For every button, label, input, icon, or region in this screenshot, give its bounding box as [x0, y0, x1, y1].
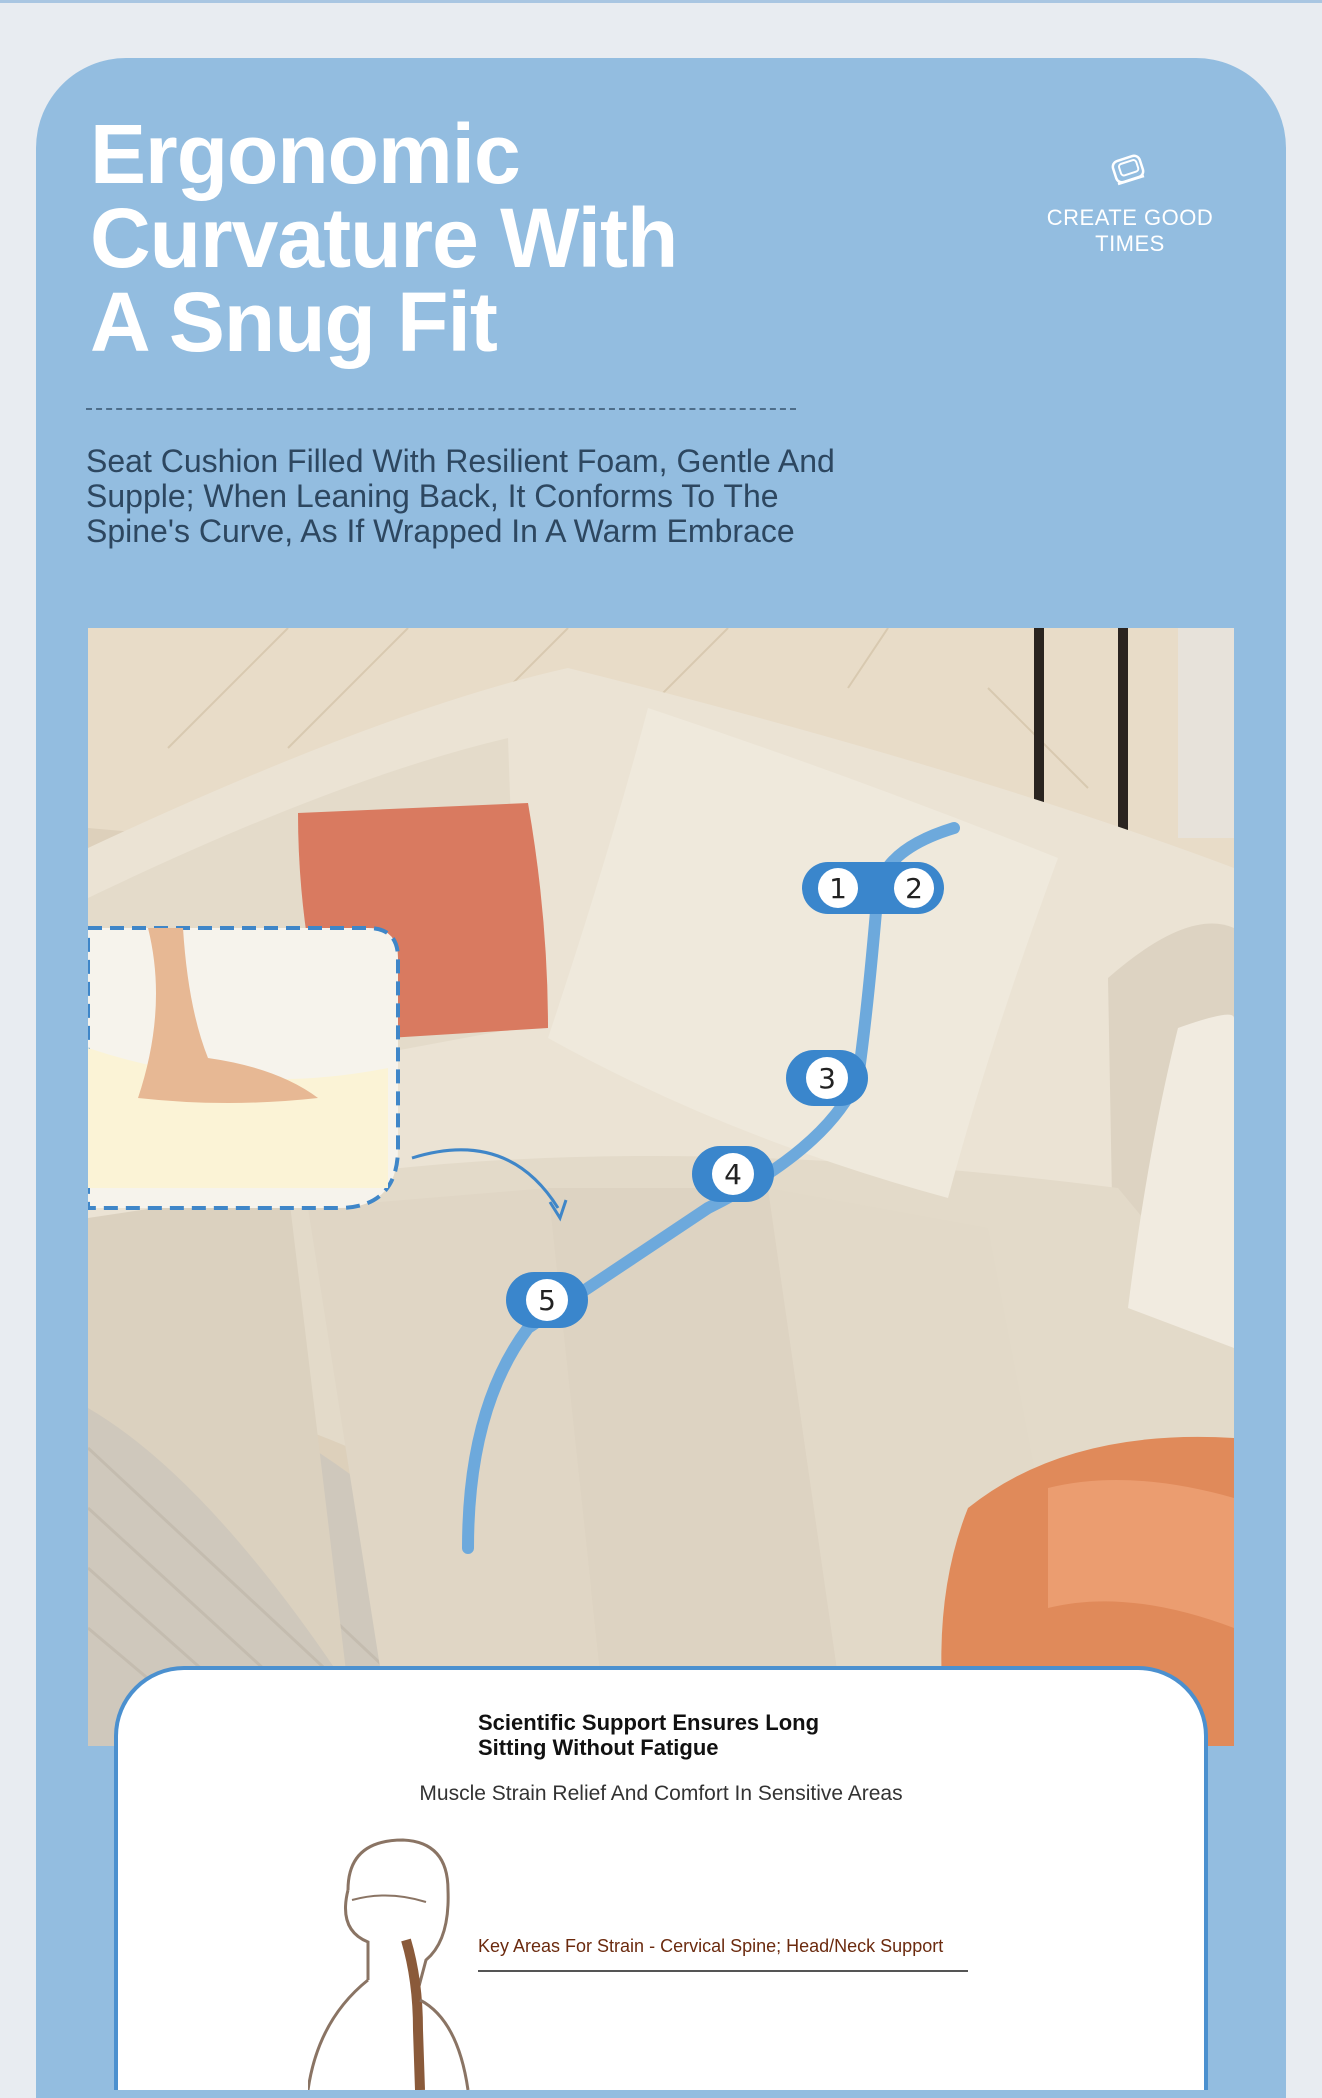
sofa-icon — [1108, 148, 1152, 192]
title-line-3: A Snug Fit — [90, 275, 497, 369]
title-line-2: Curvature With — [90, 191, 678, 285]
key-areas-label: Key Areas For Strain - Cervical Spine; Head/Neck Support — [478, 1936, 944, 1956]
panel-title-line-1: Scientific Support Ensures Long — [478, 1710, 820, 1735]
brand-logo — [1020, 148, 1240, 257]
description-line-3: Spine's Curve, As If Wrapped In A Warm Embrace — [86, 513, 795, 549]
spine-marker-3-label: 3 — [818, 1062, 836, 1095]
head-neck-illustration — [308, 1830, 478, 2090]
spine-marker-5-label: 5 — [538, 1284, 556, 1317]
support-panel — [114, 1666, 1208, 2090]
sofa-photo — [88, 628, 1234, 1746]
title-line-1: Ergonomic — [90, 107, 520, 201]
spine-marker-4-label: 4 — [724, 1158, 742, 1191]
key-areas-underline — [478, 1970, 968, 1972]
dashed-divider — [86, 408, 796, 410]
page-title — [90, 107, 790, 369]
brand-text: CREATE GOOD TIMES — [1046, 205, 1214, 256]
panel-title — [478, 1710, 898, 1760]
spine-marker-2-label: 2 — [905, 872, 923, 905]
panel-title-line-2: Sitting Without Fatigue — [478, 1735, 719, 1760]
description — [86, 444, 946, 549]
description-line-1: Seat Cushion Filled With Resilient Foam, Gentle And — [86, 443, 835, 479]
spine-marker-1-label: 1 — [829, 872, 847, 905]
top-rule — [0, 0, 1322, 3]
panel-subtitle: Muscle Strain Relief And Comfort In Sensitive Areas — [419, 1782, 903, 1805]
description-line-2: Supple; When Leaning Back, It Conforms To The — [86, 478, 779, 514]
